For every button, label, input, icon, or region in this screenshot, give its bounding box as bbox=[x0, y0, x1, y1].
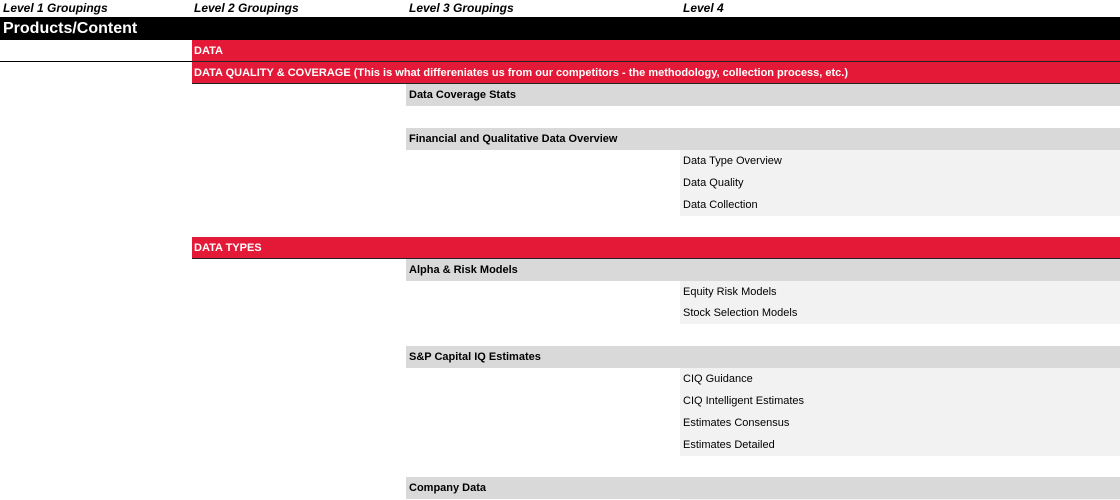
level2-data: DATA bbox=[192, 40, 1120, 62]
level3-fin-qual-overview: Financial and Qualitative Data Overview bbox=[406, 128, 1120, 150]
level3-company-data: Company Data bbox=[406, 477, 1120, 499]
level4-item: Data Type Overview bbox=[680, 150, 1120, 172]
level4-item: Estimates Detailed bbox=[680, 434, 1120, 456]
level3-alpha-risk-models: Alpha & Risk Models bbox=[406, 259, 1120, 281]
level4-item: CIQ Guidance bbox=[680, 368, 1120, 390]
header-level3: Level 3 Groupings bbox=[409, 1, 514, 15]
header-level2: Level 2 Groupings bbox=[194, 1, 299, 15]
level2-data-quality-note: (This is what differeniates us from our competitors - the methodology, collection process, etc.) bbox=[353, 67, 848, 79]
level3-ciq-estimates: S&P Capital IQ Estimates bbox=[406, 346, 1120, 368]
level3-data-coverage-stats: Data Coverage Stats bbox=[406, 84, 1120, 106]
level4-item: CIQ Intelligent Estimates bbox=[680, 390, 1120, 412]
level2-data-quality-coverage bbox=[192, 62, 1120, 84]
level4-item: Estimates Consensus bbox=[680, 412, 1120, 434]
level4-item: Stock Selection Models bbox=[680, 302, 1120, 324]
row-divider bbox=[0, 61, 192, 62]
level4-item: Equity Risk Models bbox=[680, 281, 1120, 303]
level2-data-types: DATA TYPES bbox=[192, 237, 1120, 259]
header-level1: Level 1 Groupings bbox=[3, 1, 108, 15]
level2-data-quality-label: DATA QUALITY & COVERAGE bbox=[194, 67, 351, 79]
level4-item: Data Collection bbox=[680, 194, 1120, 216]
level4-item: Data Quality bbox=[680, 172, 1120, 194]
level1-products-content: Products/Content bbox=[0, 17, 1120, 40]
header-level4: Level 4 bbox=[683, 1, 724, 15]
